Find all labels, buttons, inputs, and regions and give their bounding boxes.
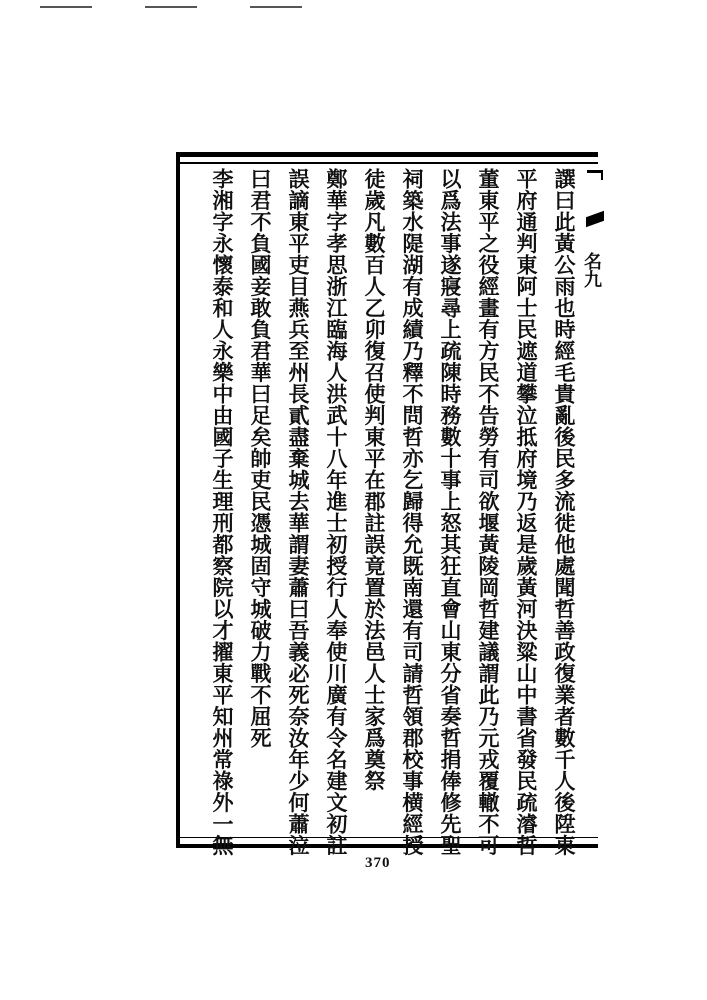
text-column-8: 誤謫東平吏目燕兵至州長貳盡棄城去華謂妻蕭曰吾義必死奈汝年少何蕭泣 xyxy=(286,168,311,856)
fish-tail-block xyxy=(586,211,604,227)
margin-heading-text: 名九 xyxy=(584,252,602,291)
frame-inner-top-rule xyxy=(176,162,598,164)
page-number: 370 xyxy=(365,855,391,871)
fish-tail-mark xyxy=(587,170,603,180)
text-column-7: 鄭華字孝思浙江臨海人洪武十八年進士初授行人奉使川廣有令名建文初註 xyxy=(324,168,349,856)
text-column-2: 平府通判東阿士民遮道攀泣抵府境乃返是歲黃河決粱山中書省發民疏濬哲 xyxy=(514,168,539,856)
text-column-5: 祠築水隄湖有成績乃釋不問哲亦乞歸得允既南還有司請哲領郡校事横經授 xyxy=(400,168,425,856)
header-rule-middle xyxy=(145,6,197,8)
margin-heading xyxy=(584,170,606,290)
text-column-4: 以爲法事遂寢尋上疏陳時務數十事上怒其狂直會山東分省奏哲捐俸修先聖 xyxy=(438,168,463,856)
text-column-6: 徒歲凡數百人乙卯復召使判東平在郡註誤竟置於法邑人士家爲奠祭 xyxy=(362,168,387,792)
text-column-9: 曰君不負國妾敢負君華曰足矣帥吏民憑城固守城破力戰不屈死 xyxy=(248,168,273,749)
text-column-3: 董東平之役經畫有方民不告勞有司欲堰黃陵岡哲建議謂此乃元戎覆轍不可 xyxy=(476,168,501,856)
text-column-1: 譔曰此黃公雨也時經毛貴亂後民多流徙他處聞哲善政復業者數千人後陞東 xyxy=(552,168,577,856)
header-rule-left xyxy=(40,6,92,8)
text-column-10: 李湘字永懷泰和人永樂中由國子生理刑都察院以才擢東平知州常祿外一無 xyxy=(210,168,235,856)
header-rule-right xyxy=(250,6,302,8)
